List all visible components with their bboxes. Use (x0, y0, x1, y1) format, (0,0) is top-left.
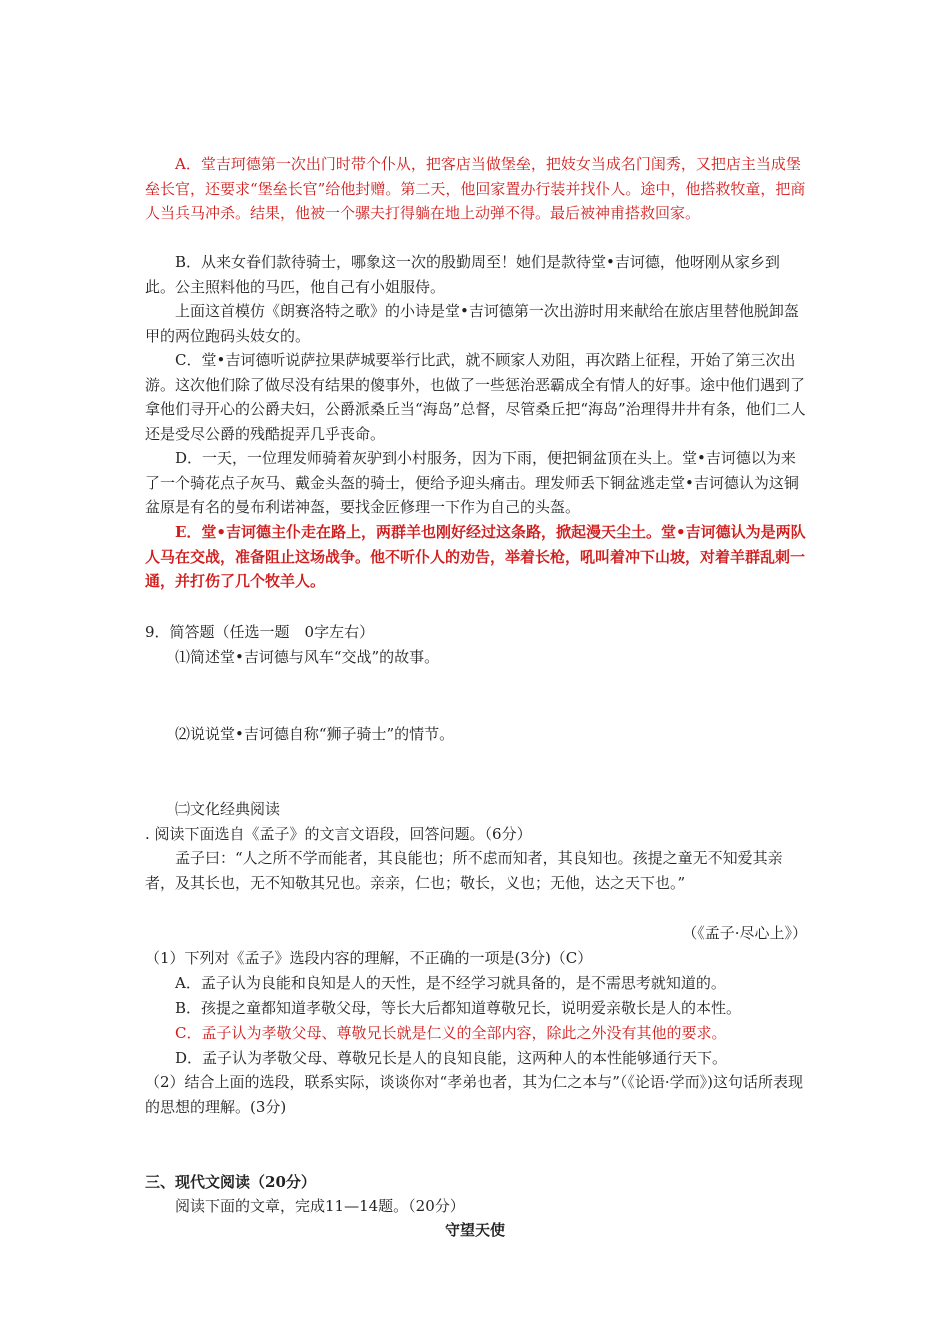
choice-d: D．孟子认为孝敬父母、尊敬兄长是人的良知良能，这两种人的本性能够通行天下。 (175, 1049, 728, 1067)
section-2-heading: ㈡文化经典阅读 (175, 800, 281, 818)
choice-a: A．孟子认为良能和良知是人的天性，是不经学习就具备的，是不需思考就知道的。 (175, 974, 726, 992)
question-9-item-1: ⑴简述堂•吉诃德与风车“交战”的故事。 (175, 648, 440, 666)
option-c: C．堂•吉诃德听说萨拉果萨城要举行比武，就不顾家人劝阻，再次踏上征程，开始了第三次出游。这次他们除了做尽没有结果的傻事外，也做了一些惩治恶霸成全有情人的好事。途中他们遇到了拿他们寻开心的公爵夫妇，公爵派桑丘当“海岛”总督，尽管桑丘把“海岛”治理得井井有条，他们二人还是受尽公爵的残酷捉弄几乎丧命。 (145, 351, 806, 443)
option-b-note: 上面这首模仿《朗赛洛特之歌》的小诗是堂•吉诃德第一次出游时用来献给在旅店里替他脱卸盔甲的两位跑码头妓女的。 (145, 302, 799, 345)
subquestion-2: （2）结合上面的选段，联系实际，谈谈你对“孝弟也者，其为仁之本与”（《论语·学而》)这句话所表现的思想的理解。(3分) (145, 1073, 804, 1116)
option-d: D．一天，一位理发师骑着灰驴到小村服务，因为下雨，便把铜盆顶在头上。堂•吉诃德以为来了一个骑花点子灰马、戴金头盔的骑士，便给予迎头痛击。理发师丢下铜盆逃走堂•吉诃德认为这铜盆原是有名的曼布利诺神盔，要找金匠修理一下作为自己的头盔。 (145, 449, 799, 516)
article-title: 守望天使 (444, 1221, 505, 1239)
mencius-quote: 孟子曰：“人之所不学而能者，其良能也；所不虑而知者，其良知也。孩提之童无不知爱其亲者，及其长也，无不知敬其兄也。亲亲，仁也；敬长，义也；无他，达之天下也。” (145, 849, 783, 892)
quote-source: （《孟子·尽心上》） (682, 924, 807, 942)
section-2-intro: . 阅读下面选自《孟子》的文言文语段，回答问题。（6分） (145, 825, 532, 843)
subquestion-1: （1）下列对《孟子》选段内容的理解，不正确的一项是(3分)（C） (145, 949, 593, 967)
choice-b: B．孩提之童都知道孝敬父母，等长大后都知道尊敬兄长，说明爱亲敬长是人的本性。 (175, 999, 742, 1017)
choice-c-answer: C．孟子认为孝敬父母、尊敬兄长就是仁义的全部内容，除此之外没有其他的要求。 (175, 1024, 727, 1042)
question-9-title: 9．简答题（任选一题 0字左右） (145, 623, 375, 641)
section-3-intro: 阅读下面的文章，完成11—14题。（20分） (175, 1197, 465, 1215)
option-b: B．从来女眷们款待骑士，哪象这一次的殷勤周至！她们是款待堂•吉诃德，他呀刚从家乡到此。公主照料他的马匹，他自己有小姐服侍。 (145, 253, 780, 296)
option-e: E．堂•吉诃德主仆走在路上，两群羊也刚好经过这条路，掀起漫天尘土。堂•吉诃德认为是两队人马在交战，准备阻止这场战争。他不听仆人的劝告，举着长枪，吼叫着冲下山坡，对着羊群乱刺一通，并打伤了几个牧羊人。 (145, 523, 806, 590)
section-3-heading: 三、现代文阅读（20分） (145, 1173, 316, 1191)
option-a: A．堂吉珂德第一次出门时带个仆从，把客店当做堡垒，把妓女当成名门闺秀，又把店主当成堡垒长官，还要求“堡垒长官”给他封赠。第二天，他回家置办行装并找仆人。途中，他搭救牧童，把商人当兵马冲杀。结果，他被一个骡夫打得躺在地上动弹不得。最后被神甫搭救回家。 (145, 155, 806, 222)
question-9-item-2: ⑵说说堂•吉诃德自称“狮子骑士”的情节。 (175, 725, 455, 743)
